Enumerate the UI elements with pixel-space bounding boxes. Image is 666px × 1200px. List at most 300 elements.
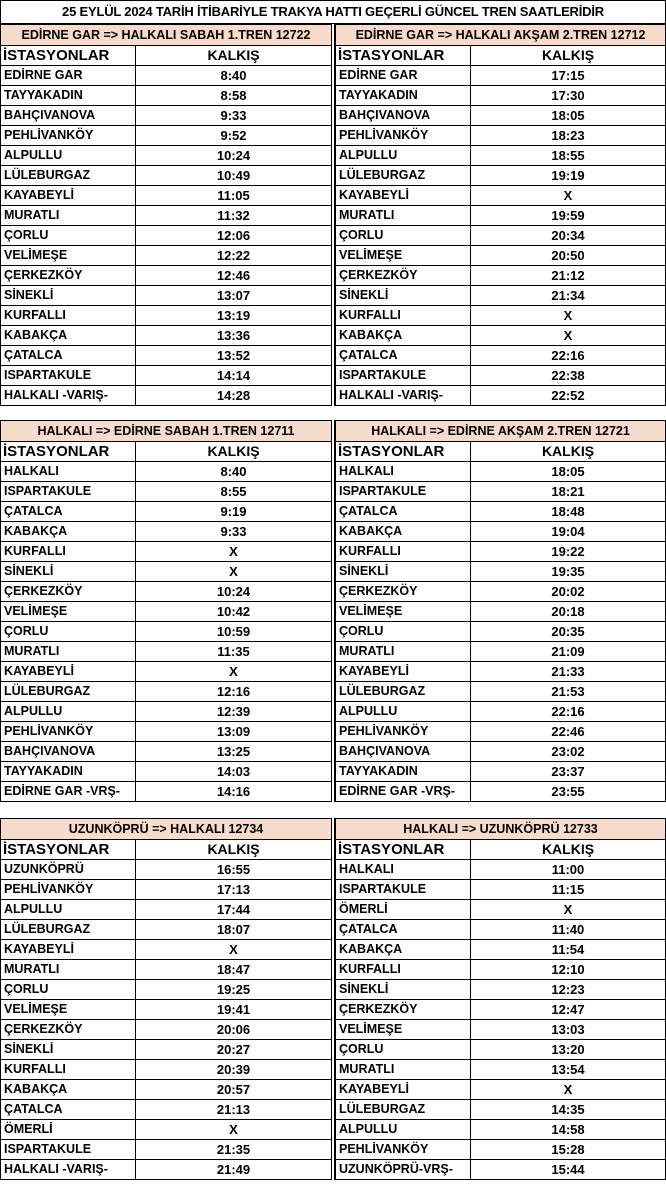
timetable [0,420,332,802]
table-row [336,306,665,326]
table-row [1,1040,331,1060]
station-name: HALKALI -VARIŞ- [1,1160,136,1179]
station-name: SİNEKLİ [1,562,136,581]
station-name: ISPARTAKULE [336,366,471,385]
table-row [1,722,331,742]
table-row [336,106,665,126]
table-row [1,246,331,266]
departure-time: 9:33 [220,524,247,539]
table-row [336,1120,665,1140]
station-name: KABAKÇA [336,940,471,959]
table-row [336,742,665,762]
timetable-header: HALKALI => EDİRNE AKŞAM 2.TREN 12721 [336,420,665,442]
table-row [1,86,331,106]
table-row [1,900,331,920]
table-row [1,1140,331,1160]
station-column-label: İSTASYONLAR [1,46,136,65]
station-name: TAYYAKADIN [1,86,136,105]
station-name: ISPARTAKULE [1,482,136,501]
departure-time: 18:21 [551,484,585,499]
table-row [336,1040,665,1060]
departure-time: 12:47 [551,1002,585,1017]
departure-time: 22:16 [551,348,585,363]
station-name: HALKALI [336,462,471,481]
departure-time: 16:55 [216,862,251,877]
table-row [336,326,665,346]
departure-time: X [563,328,573,343]
column-header-row [336,840,665,860]
table-row [336,1100,665,1120]
table-row [1,126,331,146]
table-row [336,920,665,940]
station-name: BAHÇIVANOVA [336,742,471,761]
time-column-label: KALKIŞ [541,47,595,63]
table-row [1,482,331,502]
station-name: UZUNKÖPRÜ [1,860,136,879]
station-name: EDİRNE GAR [336,66,471,85]
table-row [336,980,665,1000]
table-row [336,662,665,682]
departure-time: 12:23 [551,982,585,997]
station-name: LÜLEBURGAZ [336,166,471,185]
departure-time: 8:40 [220,68,247,83]
departure-time: 21:35 [216,1142,251,1157]
departure-time: 14:14 [216,368,251,383]
station-name: PEHLİVANKÖY [336,722,471,741]
departure-time: 9:19 [220,504,247,519]
station-name: ALPULLU [1,146,136,165]
station-name: ÇATALCA [336,920,471,939]
departure-time: 12:06 [216,228,251,243]
table-row [1,1100,331,1120]
table-row [1,682,331,702]
table-row [1,762,331,782]
station-name: ÇERKEZKÖY [336,1000,471,1019]
station-name: UZUNKÖPRÜ-VRŞ- [336,1160,471,1179]
departure-time: X [563,1082,573,1097]
departure-time: 21:12 [551,268,585,283]
departure-time: 13:36 [216,328,251,343]
departure-time: 20:57 [216,1082,251,1097]
departure-time: 18:48 [551,504,585,519]
station-name: ALPULLU [336,146,471,165]
station-name: EDİRNE GAR -VRŞ- [1,782,136,801]
station-name: VELİMEŞE [336,246,471,265]
departure-time: 9:52 [220,128,247,143]
station-column-label: İSTASYONLAR [336,442,471,461]
station-name: MURATLI [336,1060,471,1079]
station-name: ÇORLU [336,226,471,245]
table-row [336,900,665,920]
table-row [336,602,665,622]
station-name: KURFALLI [336,960,471,979]
station-column-label: İSTASYONLAR [1,442,136,461]
station-name: ALPULLU [336,1120,471,1139]
departure-time: 20:39 [216,1062,251,1077]
table-row [336,346,665,366]
station-name: KABAKÇA [1,326,136,345]
departure-time: 11:35 [217,644,250,659]
station-name: ISPARTAKULE [336,482,471,501]
station-name: EDİRNE GAR -VRŞ- [336,782,471,801]
station-name: BAHÇIVANOVA [336,106,471,125]
departure-time: 13:52 [216,348,251,363]
table-row [1,642,331,662]
departure-time: 13:20 [551,1042,585,1057]
station-column-label: İSTASYONLAR [336,46,471,65]
table-row [1,286,331,306]
station-name: SİNEKLİ [1,286,136,305]
departure-time: 11:40 [551,922,585,937]
table-row [1,1020,331,1040]
table-row [1,1120,331,1140]
station-name: KAYABEYLİ [336,662,471,681]
departure-time: 21:33 [551,664,585,679]
station-name: KURFALLI [1,306,136,325]
timetable [334,420,666,802]
table-row [1,880,331,900]
departure-time: 20:06 [216,1022,251,1037]
station-name: ÇATALCA [336,346,471,365]
column-header-row [336,46,665,66]
station-name: ISPARTAKULE [336,880,471,899]
table-row [336,860,665,880]
departure-time: 19:25 [216,982,251,997]
station-name: PEHLİVANKÖY [1,722,136,741]
table-row [1,920,331,940]
table-row [336,622,665,642]
departure-time: 12:16 [216,684,251,699]
departure-time: 12:10 [551,962,585,977]
station-name: TAYYAKADIN [1,762,136,781]
departure-time: 19:35 [551,564,585,579]
table-row [1,602,331,622]
departure-time: 22:16 [551,704,585,719]
departure-time: 15:28 [551,1142,585,1157]
departure-time: 14:35 [551,1102,585,1117]
station-name: ÇATALCA [336,502,471,521]
table-row [336,166,665,186]
time-column-label: KALKIŞ [207,841,260,857]
timetable [0,24,332,406]
departure-time: X [229,664,238,679]
table-row [1,702,331,722]
table-row [336,386,665,406]
departure-time: 14:03 [216,764,251,779]
station-name: ALPULLU [1,702,136,721]
departure-time: X [563,308,573,323]
departure-time: 19:04 [551,524,585,539]
station-name: VELİMEŞE [1,602,136,621]
station-name: ÇATALCA [1,502,136,521]
departure-time: 18:05 [551,108,585,123]
table-row [1,346,331,366]
station-name: SİNEKLİ [336,562,471,581]
station-name: ÇATALCA [1,346,136,365]
departure-time: 14:28 [216,388,251,403]
departure-time: 19:59 [551,208,585,223]
table-row [336,226,665,246]
station-name: LÜLEBURGAZ [336,682,471,701]
table-row [1,366,331,386]
table-row [336,1160,665,1180]
departure-time: X [229,942,238,957]
station-name: KURFALLI [1,542,136,561]
departure-time: 10:24 [216,584,251,599]
station-name: KABAKÇA [336,522,471,541]
table-row [336,1060,665,1080]
table-row [1,206,331,226]
table-row [336,286,665,306]
station-name: PEHLİVANKÖY [1,880,136,899]
departure-time: 17:13 [216,882,251,897]
departure-time: 18:55 [551,148,585,163]
departure-time: 11:00 [551,862,585,877]
departure-time: 18:07 [216,922,251,937]
station-name: MURATLI [336,642,471,661]
column-header-row [336,442,665,462]
table-row [336,682,665,702]
table-row [336,1000,665,1020]
departure-time: 8:40 [220,464,247,479]
timetable-header: HALKALI => UZUNKÖPRÜ 12733 [336,818,665,840]
departure-time: 20:34 [551,228,585,243]
station-name: PEHLİVANKÖY [336,126,471,145]
table-row [336,880,665,900]
station-name: HALKALI [1,462,136,481]
station-name: KAYABEYLİ [336,1080,471,1099]
table-row [1,386,331,406]
departure-time: 14:58 [551,1122,585,1137]
table-row [1,742,331,762]
station-name: ISPARTAKULE [1,1140,136,1159]
departure-time: 23:55 [551,784,585,799]
departure-time: 9:33 [220,108,247,123]
station-name: ÇORLU [336,622,471,641]
departure-time: X [229,1122,238,1137]
departure-time: X [229,564,238,579]
station-name: KAYABEYLİ [1,186,136,205]
station-name: ÇORLU [1,622,136,641]
table-row [1,980,331,1000]
departure-time: 13:03 [551,1022,585,1037]
departure-time: 20:02 [551,584,585,599]
table-row [336,126,665,146]
table-row [1,146,331,166]
station-name: KAYABEYLİ [336,186,471,205]
station-name: KABAKÇA [336,326,471,345]
table-row [336,206,665,226]
station-name: KABAKÇA [1,1080,136,1099]
departure-time: 19:19 [551,168,585,183]
table-row [1,582,331,602]
station-name: ISPARTAKULE [1,366,136,385]
station-name: KURFALLI [1,1060,136,1079]
table-row [1,106,331,126]
departure-time: 13:54 [551,1062,585,1077]
station-name: LÜLEBURGAZ [336,1100,471,1119]
departure-time: 14:16 [216,784,251,799]
table-row [1,562,331,582]
station-name: KABAKÇA [1,522,136,541]
departure-time: 10:49 [216,168,251,183]
table-row [336,722,665,742]
station-name: TAYYAKADIN [336,762,471,781]
station-name: SİNEKLİ [336,286,471,305]
departure-time: 13:09 [216,724,251,739]
station-name: VELİMEŞE [1,1000,136,1019]
table-row [336,266,665,286]
table-row [336,642,665,662]
table-row [1,502,331,522]
station-name: KAYABEYLİ [1,662,136,681]
station-name: ÇATALCA [1,1100,136,1119]
timetable-header: EDİRNE GAR => HALKALI AKŞAM 2.TREN 12712 [336,24,665,46]
table-row [1,66,331,86]
station-name: ALPULLU [336,702,471,721]
station-name: HALKALI -VARIŞ- [336,386,471,405]
table-row [1,166,331,186]
departure-time: 11:05 [217,188,250,203]
station-name: MURATLI [336,206,471,225]
table-row [1,860,331,880]
departure-time: 20:27 [216,1042,251,1057]
station-name: LÜLEBURGAZ [1,166,136,185]
table-row [336,482,665,502]
station-column-label: İSTASYONLAR [1,840,136,859]
table-row [336,960,665,980]
departure-time: 22:52 [551,388,585,403]
timetable-header: HALKALI => EDİRNE SABAH 1.TREN 12711 [1,420,331,442]
station-name: MURATLI [1,642,136,661]
table-row [1,266,331,286]
departure-time: 11:54 [551,942,585,957]
table-row [1,306,331,326]
station-name: PEHLİVANKÖY [1,126,136,145]
table-row [336,582,665,602]
departure-time: 22:38 [551,368,585,383]
station-name: ÖMERLİ [336,900,471,919]
departure-time: 13:07 [216,288,251,303]
column-header-row [1,46,331,66]
departure-time: 21:49 [216,1162,251,1177]
station-name: MURATLI [1,960,136,979]
time-column-label: KALKIŞ [541,841,595,857]
departure-time: 10:42 [216,604,251,619]
departure-time: X [563,188,573,203]
column-header-row [1,840,331,860]
time-column-label: KALKIŞ [541,443,595,459]
time-column-label: KALKIŞ [207,443,260,459]
station-name: ÇERKEZKÖY [1,582,136,601]
station-name: ÇORLU [1,226,136,245]
departure-time: X [563,902,573,917]
departure-time: 19:22 [551,544,585,559]
departure-time: 19:41 [216,1002,251,1017]
table-row [336,66,665,86]
table-row [336,462,665,482]
station-name: PEHLİVANKÖY [336,1140,471,1159]
station-name: BAHÇIVANOVA [1,742,136,761]
table-row [1,662,331,682]
table-row [1,326,331,346]
station-name: ÇORLU [336,1040,471,1059]
departure-time: 11:15 [551,882,585,897]
table-row [1,1000,331,1020]
table-row [336,86,665,106]
departure-time: 13:25 [216,744,251,759]
departure-time: 21:09 [551,644,585,659]
station-name: VELİMEŞE [336,602,471,621]
station-name: TAYYAKADIN [336,86,471,105]
table-row [336,246,665,266]
table-row [336,940,665,960]
table-row [336,1020,665,1040]
table-row [1,226,331,246]
timetable [334,818,666,1180]
departure-time: 23:02 [551,744,585,759]
timetable [334,24,666,406]
station-column-label: İSTASYONLAR [336,840,471,859]
departure-time: 21:34 [551,288,585,303]
timetable-header: UZUNKÖPRÜ => HALKALI 12734 [1,818,331,840]
table-row [1,522,331,542]
station-name: LÜLEBURGAZ [1,920,136,939]
departure-time: 20:50 [551,248,585,263]
departure-time: 18:23 [551,128,585,143]
table-row [336,522,665,542]
departure-time: 17:44 [216,902,251,917]
station-name: HALKALI -VARIŞ- [1,386,136,405]
departure-time: 20:18 [551,604,585,619]
station-name: VELİMEŞE [336,1020,471,1039]
table-row [336,366,665,386]
departure-time: 8:58 [220,88,247,103]
station-name: ÇERKEZKÖY [336,266,471,285]
station-name: ÖMERLİ [1,1120,136,1139]
departure-time: 21:13 [216,1102,251,1117]
station-name: SİNEKLİ [1,1040,136,1059]
station-name: KURFALLI [336,306,471,325]
station-name: BAHÇIVANOVA [1,106,136,125]
departure-time: 10:24 [216,148,251,163]
table-row [336,1140,665,1160]
table-row [1,940,331,960]
table-row [336,762,665,782]
station-name: ÇERKEZKÖY [1,1020,136,1039]
station-name: MURATLI [1,206,136,225]
departure-time: 10:59 [216,624,251,639]
departure-time: 18:47 [216,962,251,977]
departure-time: 23:37 [551,764,585,779]
departure-time: 11:32 [217,208,250,223]
table-row [1,622,331,642]
station-name: VELİMEŞE [1,246,136,265]
time-column-label: KALKIŞ [207,47,260,63]
table-row [1,1060,331,1080]
table-row [1,1080,331,1100]
departure-time: X [229,544,238,559]
departure-time: 12:46 [216,268,251,283]
timetable [0,818,332,1180]
station-name: EDİRNE GAR [1,66,136,85]
station-name: ÇORLU [1,980,136,999]
table-row [336,542,665,562]
departure-time: 21:53 [551,684,585,699]
table-row [336,782,665,802]
station-name: ÇERKEZKÖY [336,582,471,601]
column-header-row [1,442,331,462]
